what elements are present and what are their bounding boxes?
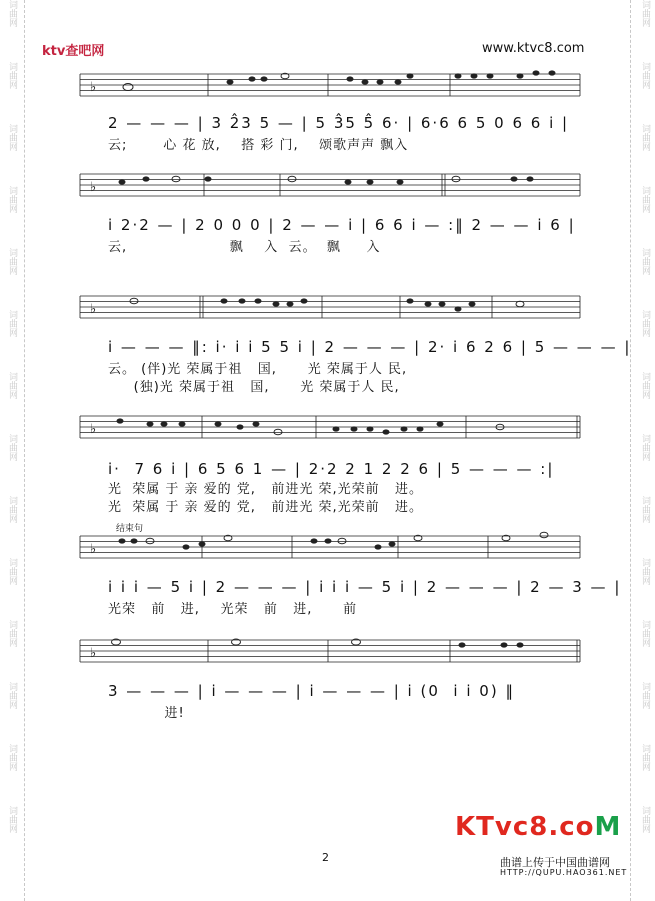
side-stamp: 词曲网: [640, 62, 650, 89]
staff-4: [80, 414, 580, 440]
side-stamp: 词曲网: [640, 496, 650, 523]
site-url-right: www.ktvc8.com: [482, 41, 585, 56]
side-stamp: 词曲网: [7, 62, 17, 89]
side-stamp: 词曲网: [640, 682, 650, 709]
staff-1: [80, 72, 580, 98]
right-frame-line: [630, 0, 631, 901]
jianpu-line-4: i· 7 6 i | 6 5 6 1 — | 2·2 2 1 2 2 6 | 5 — — — :|: [108, 460, 555, 478]
svg-text:♭: ♭: [90, 302, 97, 317]
jianpu-line-3: i — — — ‖: i· i i 5 5 i | 2 — — — | 2· i 6 2 6 | 5 — — — |: [108, 338, 632, 356]
side-stamp: 词曲网: [7, 620, 17, 647]
staff-2: [80, 172, 580, 198]
logo-text-red: KTvc8.co: [455, 812, 595, 842]
side-stamp: 词曲网: [7, 310, 17, 337]
side-stamp: 词曲网: [7, 496, 17, 523]
svg-text:♭: ♭: [90, 422, 97, 437]
staff-3: [80, 294, 580, 320]
side-stamp: 词曲网: [7, 372, 17, 399]
side-stamp: 词曲网: [640, 558, 650, 585]
jianpu-line-5: i i i — 5 i | 2 — — — | i i i — 5 i | 2 — — — | 2 — 3 — |: [108, 578, 622, 596]
staff-5: [80, 534, 580, 560]
svg-text:♭: ♭: [90, 80, 97, 95]
staff-lines: [80, 72, 580, 98]
footer-site-name: 曲谱上传于中国曲谱网: [500, 856, 610, 869]
lyrics-line-4b: 光 荣属 于 亲 爱的 党, 前进光 荣,光荣前 进。: [108, 500, 423, 515]
svg-text:♭: ♭: [90, 542, 97, 557]
staff-lines: [80, 414, 580, 440]
side-stamp: 词曲网: [640, 434, 650, 461]
side-stamp: 词曲网: [640, 186, 650, 213]
left-side-stamps: [0, 0, 22, 901]
svg-text:♭: ♭: [90, 646, 97, 661]
side-stamp: 词曲网: [640, 744, 650, 771]
staff-lines: [80, 534, 580, 560]
footer-url: HTTP://QUPU.HAO361.NET: [500, 868, 628, 877]
lyrics-line-6: 进!: [108, 706, 185, 721]
side-stamp: 词曲网: [7, 744, 17, 771]
ktvc8-logo: [455, 812, 621, 842]
side-stamp: 词曲网: [640, 124, 650, 151]
staff-lines: [80, 294, 580, 320]
jianpu-line-6: 3 — — — | i — — — | i — — — | i (0 i i 0) ‖: [108, 682, 515, 700]
side-stamp: 词曲网: [7, 682, 17, 709]
staff-lines: [80, 638, 580, 664]
page-number: 2: [322, 851, 329, 864]
side-stamp: 词曲网: [640, 0, 650, 27]
side-stamp: 词曲网: [7, 558, 17, 585]
staff-lines: [80, 172, 580, 198]
lyrics-line-3b: (独)光 荣属于祖 国, 光 荣属于人 民,: [108, 380, 400, 395]
side-stamp: 词曲网: [7, 806, 17, 833]
side-stamp: 词曲网: [7, 124, 17, 151]
right-side-stamps: [633, 0, 655, 901]
coda-label: 结束句: [116, 524, 144, 534]
jianpu-line-2: i 2·2 — | 2 0 0 0 | 2 — — i | 6 6 i — :‖ 2 — — i 6 |: [108, 216, 576, 234]
side-stamp: 词曲网: [7, 186, 17, 213]
svg-text:♭: ♭: [90, 180, 97, 195]
left-frame-line: [24, 0, 25, 901]
lyrics-line-2: 云, 飘 入 云。 飘 入: [108, 240, 381, 255]
side-stamp: 词曲网: [640, 248, 650, 275]
jianpu-line-1: 2 — — — | 3 2̂3 5 — | 5 3̂5 5̂ 6· | 6·6 6 5 0 6 6 i |: [108, 114, 570, 132]
logo-text-green: M: [594, 812, 622, 842]
lyrics-line-3a: 云。 (伴)光 荣属于祖 国, 光 荣属于人 民,: [108, 362, 408, 377]
staff-6: [80, 638, 580, 664]
site-name-left: ktv查吧网: [42, 44, 105, 59]
lyrics-line-1: 云; 心 花 放, 搭 彩 门, 颂歌声声 飘入: [108, 138, 409, 153]
side-stamp: 词曲网: [640, 310, 650, 337]
lyrics-line-5: 光荣 前 进, 光荣 前 进, 前: [108, 602, 358, 617]
side-stamp: 词曲网: [7, 434, 17, 461]
side-stamp: 词曲网: [7, 248, 17, 275]
lyrics-line-4a: 光 荣属 于 亲 爱的 党, 前进光 荣,光荣前 进。: [108, 482, 423, 497]
side-stamp: 词曲网: [640, 620, 650, 647]
side-stamp: 词曲网: [640, 806, 650, 833]
side-stamp: 词曲网: [7, 0, 17, 27]
side-stamp: 词曲网: [640, 372, 650, 399]
